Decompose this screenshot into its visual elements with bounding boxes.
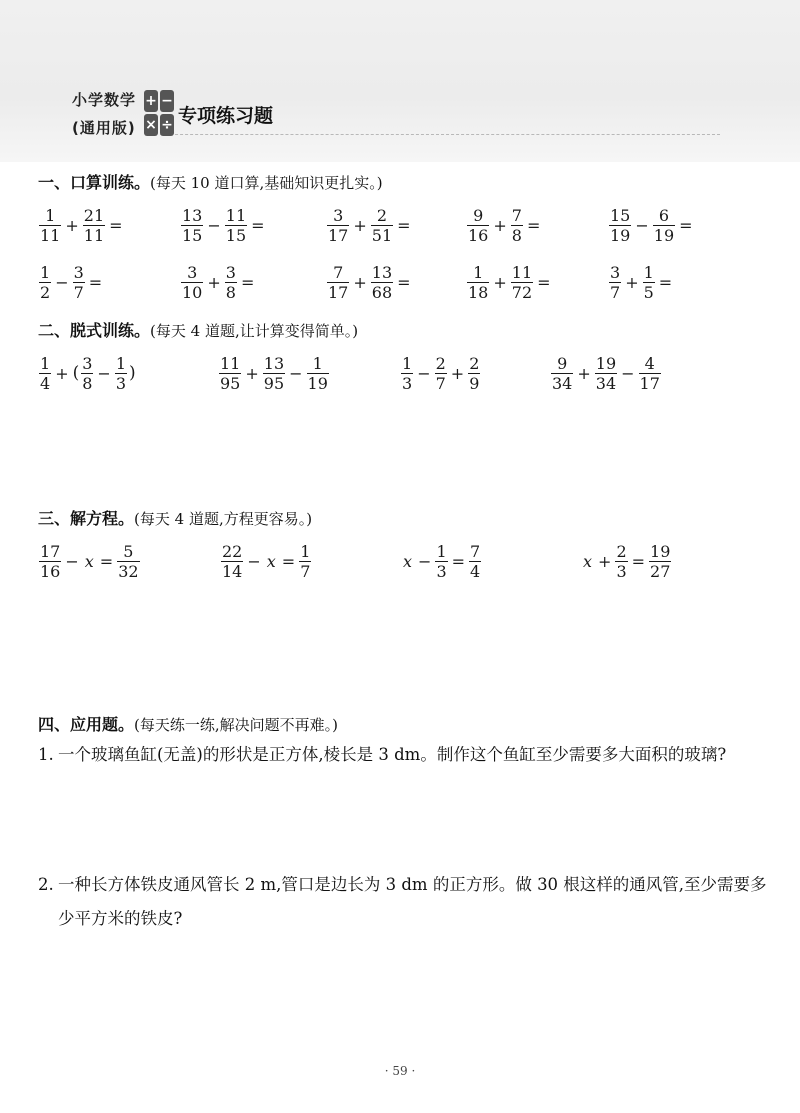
denominator: 7 xyxy=(73,282,84,302)
equals-sign: = xyxy=(679,215,693,235)
oral-item xyxy=(180,258,257,306)
equation-item xyxy=(38,537,141,585)
operator: + xyxy=(65,215,79,235)
fraction xyxy=(649,542,671,581)
numerator: 9 xyxy=(557,353,568,373)
numerator: 9 xyxy=(473,205,484,225)
numerator: 1 xyxy=(473,262,484,282)
numerator: 3 xyxy=(82,353,93,373)
denominator: 19 xyxy=(610,225,631,245)
variable-x: x xyxy=(583,551,593,571)
numerator: 5 xyxy=(123,541,134,561)
numerator: 21 xyxy=(83,205,105,225)
fraction xyxy=(435,542,447,581)
stepwise-item xyxy=(550,349,662,397)
numerator: 1 xyxy=(436,541,447,561)
fraction xyxy=(468,354,480,393)
numerator: 3 xyxy=(73,262,84,282)
numerator: 19 xyxy=(595,353,617,373)
operator: + xyxy=(598,551,612,571)
denominator: 15 xyxy=(225,225,247,245)
fraction xyxy=(263,354,285,393)
variable-x: x xyxy=(403,551,413,571)
operator: + xyxy=(207,272,221,292)
oral-item xyxy=(466,258,554,306)
equals-sign: = xyxy=(451,551,466,571)
section-note: (每天 4 道题,方程更容易。) xyxy=(134,510,313,528)
numerator: 13 xyxy=(182,205,203,225)
fraction xyxy=(39,542,61,581)
stepwise-item xyxy=(400,349,481,397)
fraction xyxy=(225,206,247,245)
denominator: 17 xyxy=(639,373,660,393)
denominator: 11 xyxy=(83,225,105,245)
denominator: 8 xyxy=(511,225,522,245)
denominator: 15 xyxy=(182,225,203,245)
equals-sign: = xyxy=(526,215,541,235)
times-icon: × xyxy=(144,114,158,136)
numerator: 15 xyxy=(610,205,631,225)
section-title: 二、脱式训练。 xyxy=(38,321,151,340)
operator: + xyxy=(450,363,465,383)
numerator: 3 xyxy=(610,262,621,282)
fraction xyxy=(615,542,627,581)
fraction xyxy=(39,206,61,245)
denominator: 8 xyxy=(225,282,236,302)
operator: + xyxy=(353,272,367,292)
numerator: 3 xyxy=(225,262,236,282)
equation-item xyxy=(220,537,312,585)
fraction xyxy=(219,354,241,393)
denominator: 2 xyxy=(40,282,51,302)
numerator: 7 xyxy=(511,205,522,225)
section-application-heading xyxy=(38,712,338,735)
problem-text: 一种长方体铁皮通风管长 2 m,管口是边长为 3 dm 的正方形。做 30 根这样的通风管,至少需要多少平方米的铁皮? xyxy=(58,875,767,928)
denominator: 4 xyxy=(470,561,481,581)
operator-icons xyxy=(144,90,174,140)
equals-sign: = xyxy=(99,551,114,571)
minus-icon: − xyxy=(160,90,174,112)
operator: + xyxy=(245,363,259,383)
fraction xyxy=(307,354,329,393)
denominator: 9 xyxy=(469,373,480,393)
oral-item xyxy=(38,258,105,306)
oral-item xyxy=(38,201,126,249)
fraction xyxy=(609,263,621,302)
page-number: · 59 · xyxy=(384,1064,416,1078)
denominator: 17 xyxy=(328,225,349,245)
operator: + xyxy=(493,215,507,235)
denominator: 3 xyxy=(616,561,627,581)
denominator: 19 xyxy=(307,373,328,393)
plus-icon: + xyxy=(144,90,158,112)
fraction xyxy=(327,263,349,302)
fraction xyxy=(551,354,573,393)
fraction xyxy=(595,354,617,393)
equals-sign: = xyxy=(109,215,123,235)
numerator: 13 xyxy=(371,262,393,282)
equals-sign: = xyxy=(658,272,673,292)
fraction xyxy=(511,206,523,245)
equals-sign: = xyxy=(397,272,411,292)
numerator: 1 xyxy=(115,353,127,373)
equation-item xyxy=(400,537,482,585)
problem-number: 1. xyxy=(38,745,54,764)
stepwise-item xyxy=(38,349,137,397)
fraction xyxy=(511,263,533,302)
numerator: 3 xyxy=(333,205,344,225)
oral-item xyxy=(180,201,268,249)
word-problem-1 xyxy=(38,738,768,772)
fraction xyxy=(371,263,393,302)
fraction xyxy=(181,263,203,302)
numerator: 1 xyxy=(312,353,323,373)
equals-sign: = xyxy=(537,272,551,292)
denominator: 95 xyxy=(220,373,241,393)
oral-item xyxy=(466,201,543,249)
operator: − xyxy=(417,363,431,383)
fraction xyxy=(81,354,93,393)
numerator: 7 xyxy=(470,541,481,561)
fraction xyxy=(225,263,237,302)
numerator: 1 xyxy=(300,541,311,561)
oral-item xyxy=(608,201,696,249)
section-title: 四、应用题。 xyxy=(38,715,135,734)
operator: − xyxy=(635,215,649,235)
operator: + xyxy=(493,272,507,292)
fraction xyxy=(117,542,139,581)
equals-sign: = xyxy=(631,551,646,571)
denominator: 17 xyxy=(328,282,349,302)
numerator: 19 xyxy=(650,541,671,561)
fraction xyxy=(327,206,349,245)
denominator: 18 xyxy=(468,282,489,302)
numerator: 11 xyxy=(225,205,247,225)
section-oral-heading xyxy=(38,170,383,193)
denominator: 34 xyxy=(595,373,617,393)
fraction xyxy=(39,263,51,302)
equals-sign: = xyxy=(281,551,296,571)
numerator: 1 xyxy=(643,262,654,282)
book-title: 专项练习题 xyxy=(178,105,274,127)
fraction xyxy=(653,206,675,245)
fraction xyxy=(467,206,489,245)
numerator: 2 xyxy=(469,353,480,373)
operator: + xyxy=(577,363,591,383)
header-divider xyxy=(160,134,720,135)
numerator: 13 xyxy=(263,353,285,373)
denominator: 72 xyxy=(511,282,533,302)
denominator: 3 xyxy=(402,373,413,393)
numerator: 3 xyxy=(187,262,198,282)
brand-line-1: 小学数学 xyxy=(72,91,137,109)
numerator: 6 xyxy=(658,205,670,225)
numerator: 1 xyxy=(40,353,51,373)
word-problem-2 xyxy=(38,868,768,936)
numerator: 17 xyxy=(40,541,61,561)
denominator: 5 xyxy=(643,282,654,302)
problem-text: 一个玻璃鱼缸(无盖)的形状是正方体,棱长是 3 dm。制作这个鱼缸至少需要多大面积的玻璃? xyxy=(58,745,727,764)
denominator: 27 xyxy=(650,561,671,581)
operator: − xyxy=(55,272,69,292)
operator: + xyxy=(625,272,639,292)
numerator: 2 xyxy=(616,541,627,561)
brand-line-2: (通用版) xyxy=(72,119,136,137)
denominator: 7 xyxy=(300,561,311,581)
section-title: 三、解方程。 xyxy=(38,509,135,528)
equals-sign: = xyxy=(397,215,411,235)
stepwise-item xyxy=(218,349,330,397)
denominator: 16 xyxy=(40,561,61,581)
fraction xyxy=(115,354,127,393)
variable-x: x xyxy=(266,551,276,571)
oral-item xyxy=(326,258,414,306)
denominator: 7 xyxy=(610,282,621,302)
fraction xyxy=(639,354,661,393)
right-paren: ) xyxy=(129,363,136,383)
fraction xyxy=(609,206,631,245)
fraction xyxy=(469,542,481,581)
operator: − xyxy=(97,363,111,383)
section-note: (每天练一练,解决问题不再难。) xyxy=(134,716,338,734)
numerator: 1 xyxy=(40,262,51,282)
operator: + xyxy=(55,363,69,383)
left-paren: ( xyxy=(72,363,80,383)
operator: − xyxy=(65,551,79,571)
denominator: 32 xyxy=(118,561,139,581)
operator: − xyxy=(289,363,303,383)
denominator: 19 xyxy=(653,225,675,245)
fraction xyxy=(401,354,413,393)
brand-label xyxy=(72,86,142,142)
section-title: 一、口算训练。 xyxy=(38,173,151,192)
denominator: 95 xyxy=(263,373,285,393)
oral-item xyxy=(326,201,414,249)
fraction xyxy=(299,542,311,581)
fraction xyxy=(83,206,105,245)
denominator: 4 xyxy=(40,373,51,393)
operator: − xyxy=(621,363,635,383)
equals-sign: = xyxy=(88,272,103,292)
section-note: (每天 4 道题,让计算变得简单。) xyxy=(150,322,359,340)
denominator: 68 xyxy=(371,282,393,302)
numerator: 11 xyxy=(220,353,241,373)
denominator: 14 xyxy=(222,561,243,581)
numerator: 22 xyxy=(222,541,243,561)
equals-sign: = xyxy=(240,272,255,292)
fraction xyxy=(643,263,655,302)
denominator: 10 xyxy=(182,282,203,302)
fraction xyxy=(73,263,85,302)
fraction xyxy=(371,206,393,245)
divide-icon: ÷ xyxy=(160,114,174,136)
numerator: 11 xyxy=(511,262,533,282)
numerator: 1 xyxy=(45,205,56,225)
denominator: 51 xyxy=(371,225,393,245)
fraction xyxy=(221,542,243,581)
fraction xyxy=(181,206,203,245)
oral-item xyxy=(608,258,675,306)
operator: + xyxy=(353,215,367,235)
operator: − xyxy=(207,215,221,235)
denominator: 7 xyxy=(435,373,446,393)
fraction xyxy=(435,354,447,393)
denominator: 11 xyxy=(40,225,61,245)
section-equation-heading xyxy=(38,506,312,529)
operator: − xyxy=(247,551,261,571)
denominator: 8 xyxy=(82,373,93,393)
denominator: 16 xyxy=(468,225,489,245)
numerator: 2 xyxy=(435,353,446,373)
denominator: 34 xyxy=(552,373,573,393)
equation-item xyxy=(580,537,672,585)
numerator: 7 xyxy=(333,262,344,282)
problem-number: 2. xyxy=(38,875,54,894)
numerator: 1 xyxy=(402,353,413,373)
denominator: 3 xyxy=(436,561,447,581)
fraction xyxy=(467,263,489,302)
denominator: 3 xyxy=(115,373,127,393)
fraction xyxy=(39,354,51,393)
operator: − xyxy=(418,551,432,571)
equals-sign: = xyxy=(251,215,265,235)
section-note: (每天 10 道口算,基础知识更扎实。) xyxy=(150,174,383,192)
numerator: 4 xyxy=(644,353,655,373)
section-stepwise-heading xyxy=(38,318,358,341)
numerator: 2 xyxy=(376,205,388,225)
variable-x: x xyxy=(84,551,94,571)
